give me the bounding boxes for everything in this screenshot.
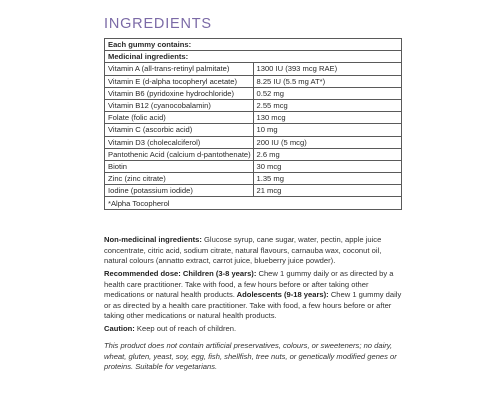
ingredient-amount: 2.55 mcg: [253, 99, 402, 111]
table-header-row: [105, 39, 402, 51]
ingredient-amount: 1300 IU (393 mcg RAE): [253, 63, 402, 75]
ingredient-name: Vitamin D3 (cholecalciferol): [105, 136, 254, 148]
table-row: [105, 148, 402, 160]
table-header: Each gummy contains:: [105, 39, 402, 51]
disclaimer-text: This product does not contain artificial preservatives, colours, or sweeteners; no dairy, wheat, gluten, yeast, soy, egg, fish, shellfish, tree nuts, or genetically modified genes or proteins. Suitable for vegetarians.: [104, 341, 397, 372]
table-row: [105, 173, 402, 185]
table-row: [105, 112, 402, 124]
ingredient-amount: 10 mg: [253, 124, 402, 136]
table-subheader-row: [105, 51, 402, 63]
non-medicinal-paragraph: [104, 235, 406, 267]
ingredient-name: Vitamin A (all-trans-retinyl palmitate): [105, 63, 254, 75]
ingredient-name: Iodine (potassium iodide): [105, 185, 254, 197]
ingredient-name: Vitamin B6 (pyridoxine hydrochloride): [105, 87, 254, 99]
table-row: [105, 124, 402, 136]
ingredient-name: Vitamin C (ascorbic acid): [105, 124, 254, 136]
ingredient-amount: 21 mcg: [253, 185, 402, 197]
table-row: [105, 160, 402, 172]
ingredient-name: Zinc (zinc citrate): [105, 173, 254, 185]
caution-paragraph: [104, 324, 406, 335]
ingredient-amount: 30 mcg: [253, 160, 402, 172]
ingredient-amount: 200 IU (5 mcg): [253, 136, 402, 148]
table-row: [105, 63, 402, 75]
dose-label: Recommended dose:: [104, 269, 181, 278]
ingredient-name: Pantothenic Acid (calcium d-pantothenate): [105, 148, 254, 160]
footnote: *Alpha Tocopherol: [105, 197, 402, 209]
ingredient-amount: 1.35 mg: [253, 173, 402, 185]
non-medicinal-text: Glucose syrup, cane sugar, water, pectin, apple juice concentrate, citric acid, sodium citrate, natural flavours, carnauba wax, coconut oil, natural colours (annatto extract, carrot juice, blueberry juice powder).: [104, 235, 382, 266]
dose-children-text: Chew 1 gummy daily or as directed by a health care practitioner. Take with food, a few hours before or after taking other medications or natural health products.: [104, 269, 394, 300]
ingredient-name: Vitamin B12 (cyanocobalamin): [105, 99, 254, 111]
ingredient-amount: 8.25 IU (5.5 mg AT*): [253, 75, 402, 87]
ingredient-name: Vitamin E (d-alpha tocopheryl acetate): [105, 75, 254, 87]
dose-adolescents-label: Adolescents (9-18 years):: [234, 290, 329, 300]
table-subheader: Medicinal ingredients:: [105, 51, 402, 63]
table-row: [105, 185, 402, 197]
ingredient-amount: 130 mcg: [253, 112, 402, 124]
table-row: [105, 87, 402, 99]
dose-paragraph: [104, 269, 406, 322]
ingredients-heading: INGREDIENTS: [104, 16, 212, 32]
caution-label: Caution:: [104, 324, 135, 333]
disclaimer-paragraph: [104, 341, 406, 373]
table-row: [105, 136, 402, 148]
caution-text: Keep out of reach of children.: [134, 324, 237, 333]
ingredient-amount: 2.6 mg: [253, 148, 402, 160]
ingredients-table: [104, 38, 402, 210]
ingredient-amount: 0.52 mg: [253, 87, 402, 99]
non-medicinal-label: Non-medicinal ingredients:: [104, 235, 202, 244]
ingredient-name: Biotin: [105, 160, 254, 172]
dose-children-label: Children (3-8 years):: [180, 269, 257, 278]
footnote-row: [105, 197, 402, 209]
ingredient-name: Folate (folic acid): [105, 112, 254, 124]
dose-adolescents-text: Chew 1 gummy daily or as directed by a health care practitioner. Take with food, a few hours before or after taking other medications or natural health products.: [104, 290, 402, 321]
table-row: [105, 99, 402, 111]
table-row: [105, 75, 402, 87]
